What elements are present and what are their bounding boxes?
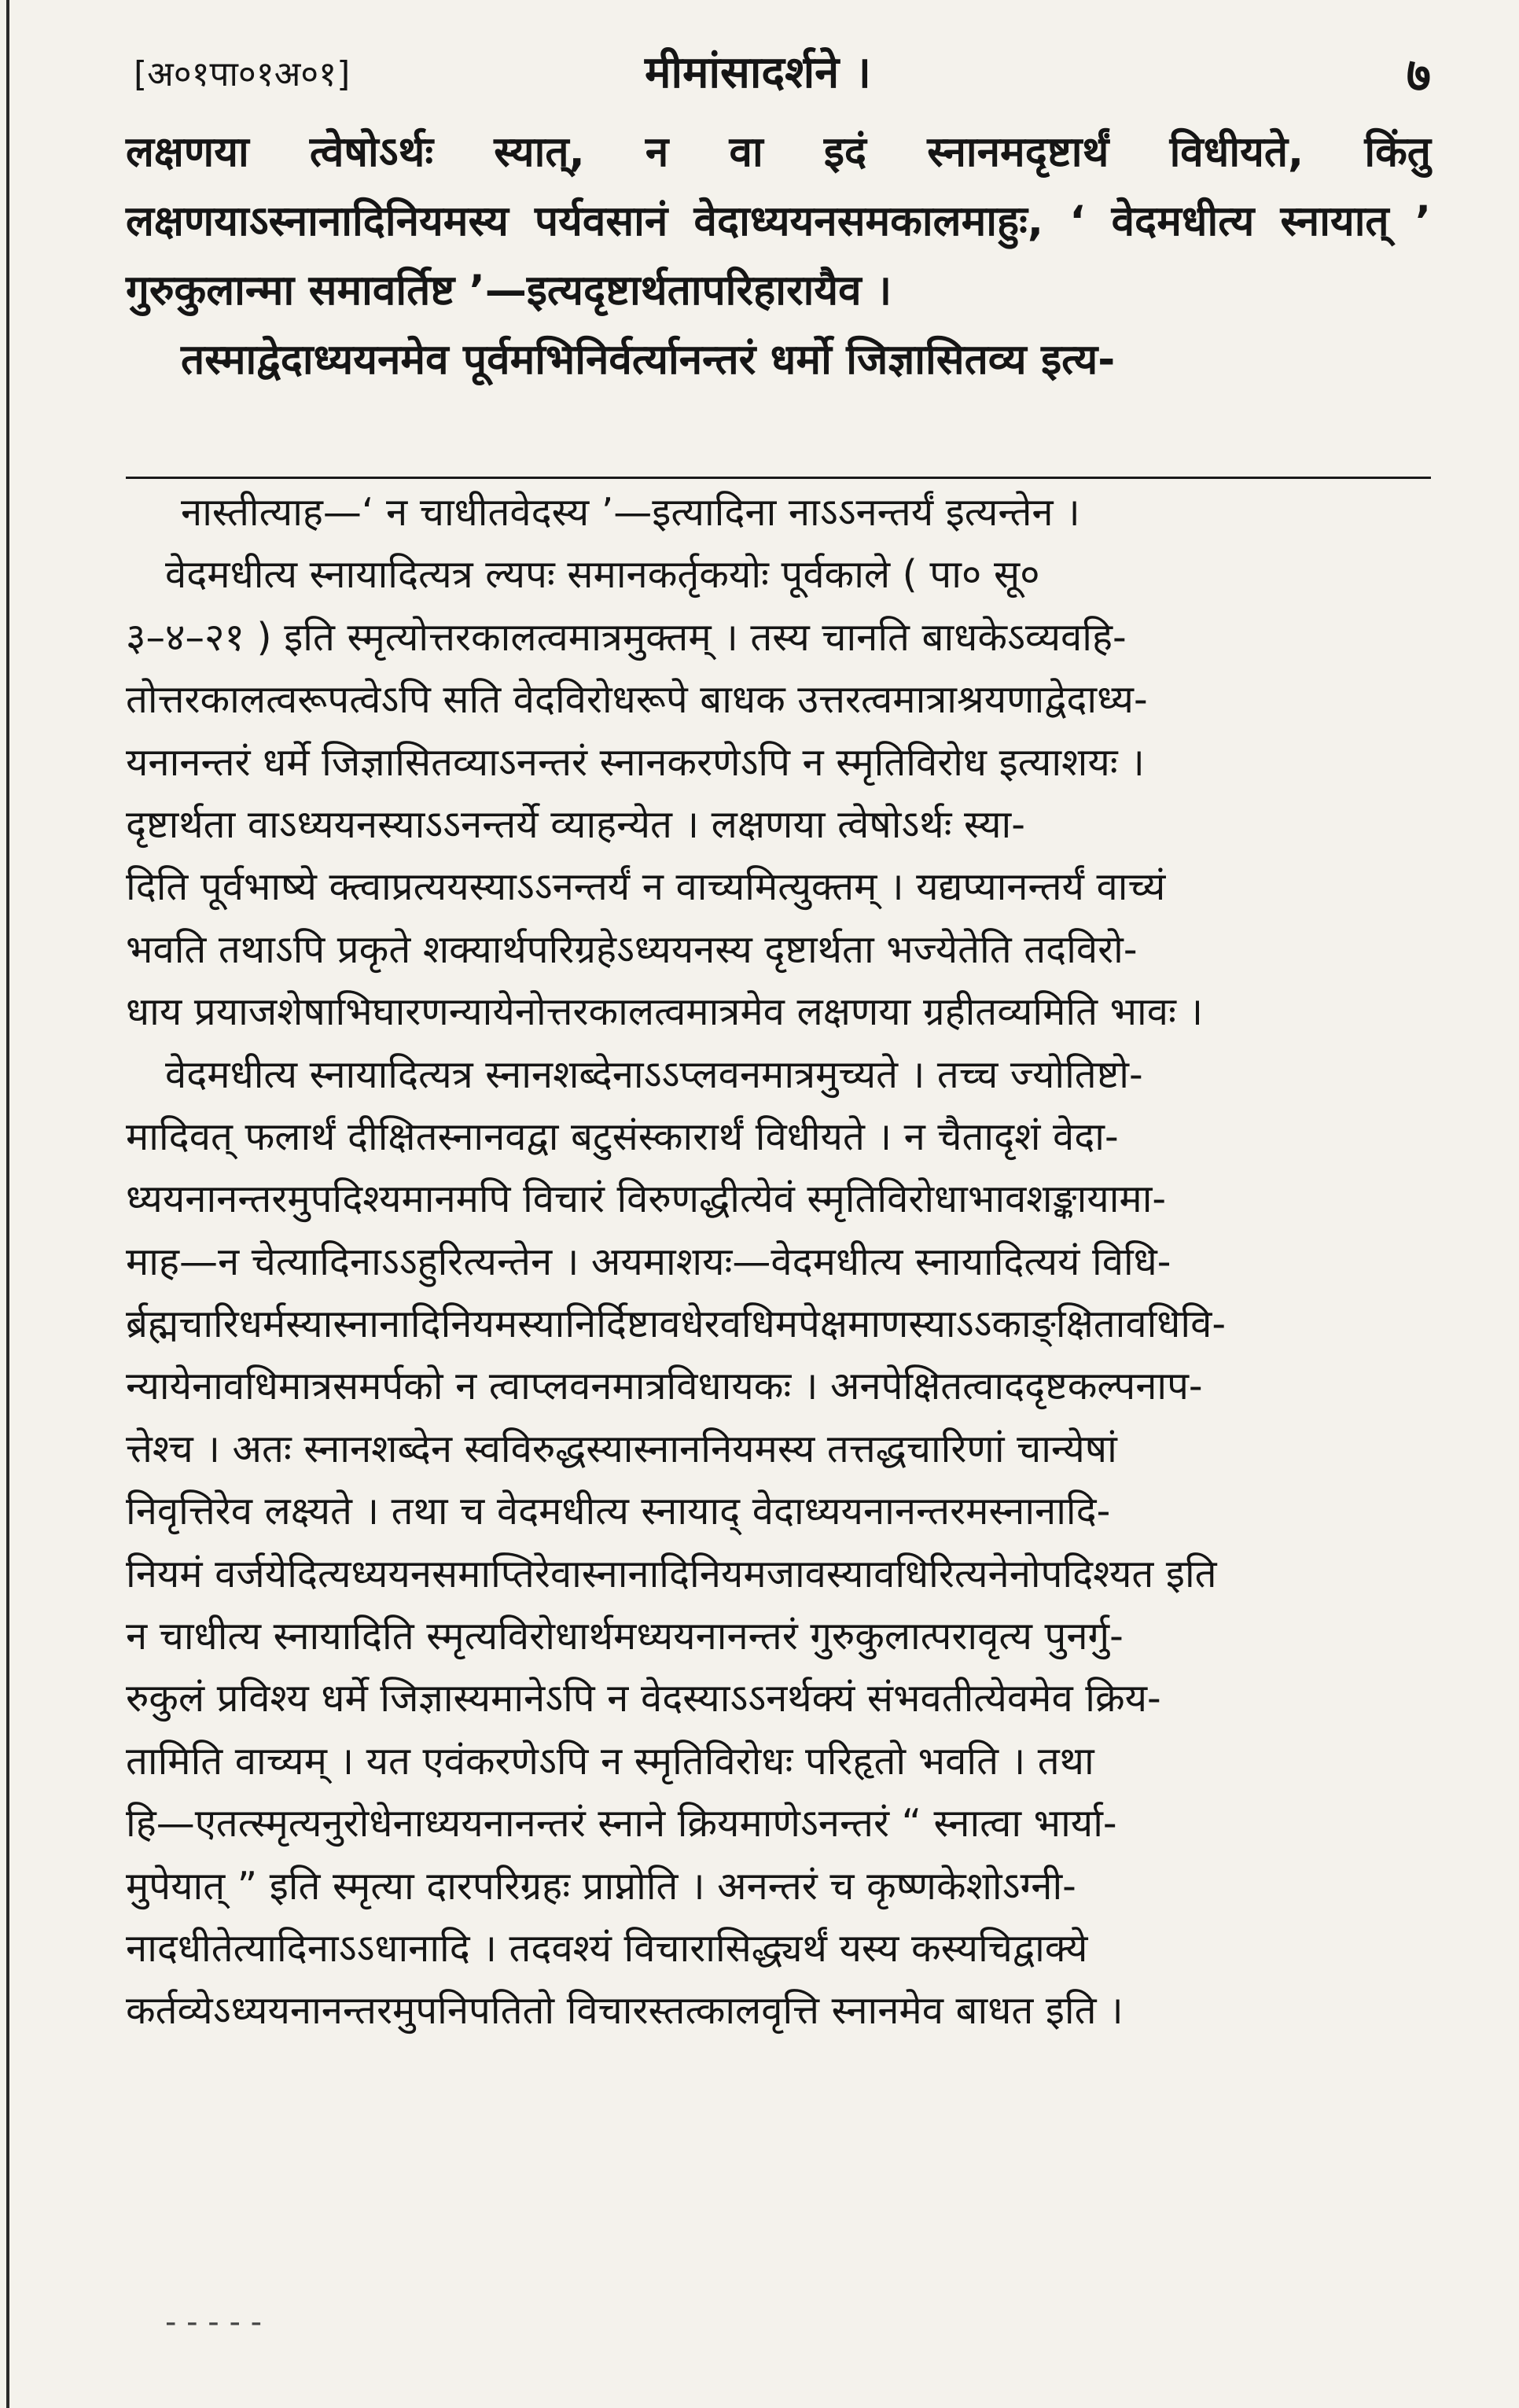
commentary-line: ३–४–२१ ) इति स्मृत्योत्तरकालत्वमात्रमुक्तम् । तस्य चानति बाधकेऽव्यवहि- bbox=[126, 614, 1127, 660]
commentary-line: न्यायेनावधिमात्रसमर्पको न त्वाप्लवनमात्रविधायकः । अनपेक्षितत्वाददृष्टकल्पनाप- bbox=[126, 1364, 1203, 1409]
commentary-line: तामिति वाच्यम् । यत एवंकरणेऽपि न स्मृतिविरोधः परिहृतो भवति । तथा bbox=[126, 1738, 1094, 1784]
commentary-line: मुपेयात् ” इति स्मृत्या दारपरिग्रहः प्राप्नोति । अनन्तरं च कृष्णकेशोऽग्नी- bbox=[126, 1863, 1076, 1909]
page-header bbox=[134, 41, 1431, 104]
page-number: ७ bbox=[1406, 48, 1431, 103]
commentary-line: भवति तथाऽपि प्रकृते शक्यार्थपरिग्रहेऽध्ययनस्य दृष्टार्थता भज्येतेति तदविरो- bbox=[126, 926, 1138, 972]
bhashya-text bbox=[126, 118, 1431, 395]
commentary-line: न चाधीत्य स्नायादिति स्मृत्यविरोधार्थमध्ययनानन्तरं गुरुकुलात्परावृत्य पुनर्गु- bbox=[126, 1614, 1124, 1659]
page-edge-rule bbox=[6, 0, 9, 2408]
commentary-line: तोत्तरकालत्वरूपत्वेऽपि सति वेदविरोधरूपे बाधक उत्तरत्वमात्राश्रयणाद्वेदाध्य- bbox=[126, 677, 1148, 723]
running-title: मीमांसादर्शने । bbox=[645, 47, 871, 98]
commentary-line: माह—न चेत्यादिनाऽऽहुरित्यन्तेन । अयमाशयः—वेदमधीत्य स्नायादित्ययं विधि- bbox=[126, 1239, 1171, 1284]
commentary-line: रुकुलं प्रविश्य धर्मे जिज्ञास्यमानेऽपि न वेदस्याऽऽनर्थक्यं संभवतीत्येवमेव क्रिय- bbox=[126, 1676, 1161, 1721]
commentary-line: त्तेश्च । अतः स्नानशब्देन स्वविरुद्धस्यास्नाननियमस्य तत्तद्धचारिणां चान्येषां bbox=[126, 1426, 1117, 1471]
commentary-line: दिति पूर्वभाष्ये क्त्वाप्रत्ययस्याऽऽनन्तर्यं न वाच्यमित्युक्तम् । यद्यप्यानन्तर्यं वाच्यं bbox=[126, 864, 1166, 910]
commentary-line: र्ब्रह्मचारिधर्मस्यास्नानादिनियमस्यानिर्दिष्टावधेरवधिमपेक्षमाणस्याऽऽकाङ्क्षितावधिवि- bbox=[126, 1302, 1227, 1347]
bhashya-paragraph-2: तस्माद्वेदाध्ययनमेव पूर्वमभिनिर्वर्त्यानन्तरं धर्मो जिज्ञासितव्य इत्य- bbox=[181, 336, 1116, 384]
commentary-line: ध्ययनानन्तरमुपदिश्यमानमपि विचारं विरुणद्धीत्येवं स्मृतिविरोधाभावशङ्कायामा- bbox=[126, 1176, 1167, 1222]
footer-mark: ‐ ‐ ‐ ‐ ‐ bbox=[165, 2304, 263, 2340]
commentary-line: निवृत्तिरेव लक्ष्यते । तथा च वेदमधीत्य स्नायाद् वेदाध्ययनानन्तरमस्नानादि- bbox=[126, 1489, 1111, 1534]
commentary-line: कर्तव्येऽध्ययनानन्तरमुपनिपतितो विचारस्तत्कालवृत्ति स्नानमेव बाधत इति । bbox=[126, 1988, 1124, 2034]
commentary-line: नास्तीत्याह—‘ न चाधीतवेदस्य ’—इत्यादिना नाऽऽनन्तर्यं इत्यन्तेन । bbox=[181, 490, 1080, 535]
commentary-text bbox=[126, 481, 1431, 2042]
commentary-line: नादधीतेत्यादिनाऽऽधानादि । तदवश्यं विचारासिद्ध्यर्थं यस्य कस्यचिद्वाक्ये bbox=[126, 1925, 1088, 1971]
commentary-line: नियमं वर्जयेदित्यध्ययनसमाप्तिरेवास्नानादिनियमजावस्यावधिरित्यनेनोपदिश्यत इति bbox=[126, 1551, 1217, 1596]
commentary-line: दृष्टार्थता वाऽध्ययनस्याऽऽनन्तर्ये व्याहन्येत । लक्षणया त्वेषोऽर्थः स्या- bbox=[126, 801, 1025, 847]
bhashya-paragraph-1: लक्षणया त्वेषोऽर्थः स्यात्, न वा इदं स्नानमदृष्टार्थं विधीयते, किंतु लक्षणयाऽस्नानादिनियमस्य पर्यवसानं वेदाध्ययनसमकालमाहुः, ‘ वेदमधीत्य स्नायात् ’ गुरुकुलान्मा समावर्तिष्ट ’—इत्यदृष्टार्थतापरिहारायैव । bbox=[126, 128, 1431, 315]
commentary-line: वेदमधीत्य स्नायादित्यत्र ल्यपः समानकर्तृकयोः पूर्वकाले ( पा० सू० bbox=[165, 552, 1040, 598]
commentary-line: वेदमधीत्य स्नायादित्यत्र स्नानशब्देनाऽऽप्लवनमात्रमुच्यते । तच्च ज्योतिष्टो- bbox=[165, 1051, 1143, 1097]
commentary-line: यनानन्तरं धर्मे जिज्ञासितव्याऽनन्तरं स्नानकरणेऽपि न स्मृतिविरोध इत्याशयः । bbox=[126, 739, 1145, 785]
chapter-reference: [अ०१पा०१अ०१] bbox=[134, 54, 351, 94]
commentary-line: धाय प्रयाजशेषाभिघारणन्यायेनोत्तरकालत्वमात्रमेव लक्षणया ग्रहीतव्यमिति भावः । bbox=[126, 989, 1204, 1035]
divider-rule bbox=[126, 477, 1431, 479]
commentary-line: मादिवत् फलार्थं दीक्षितस्नानवद्वा बटुसंस्कारार्थं विधीयते । न चैतादृशं वेदा- bbox=[126, 1114, 1119, 1159]
commentary-line: हि—एतत्स्मृत्यनुरोधेनाध्ययनानन्तरं स्नाने क्रियमाणेऽनन्तरं “ स्नात्वा भार्या- bbox=[126, 1801, 1117, 1847]
